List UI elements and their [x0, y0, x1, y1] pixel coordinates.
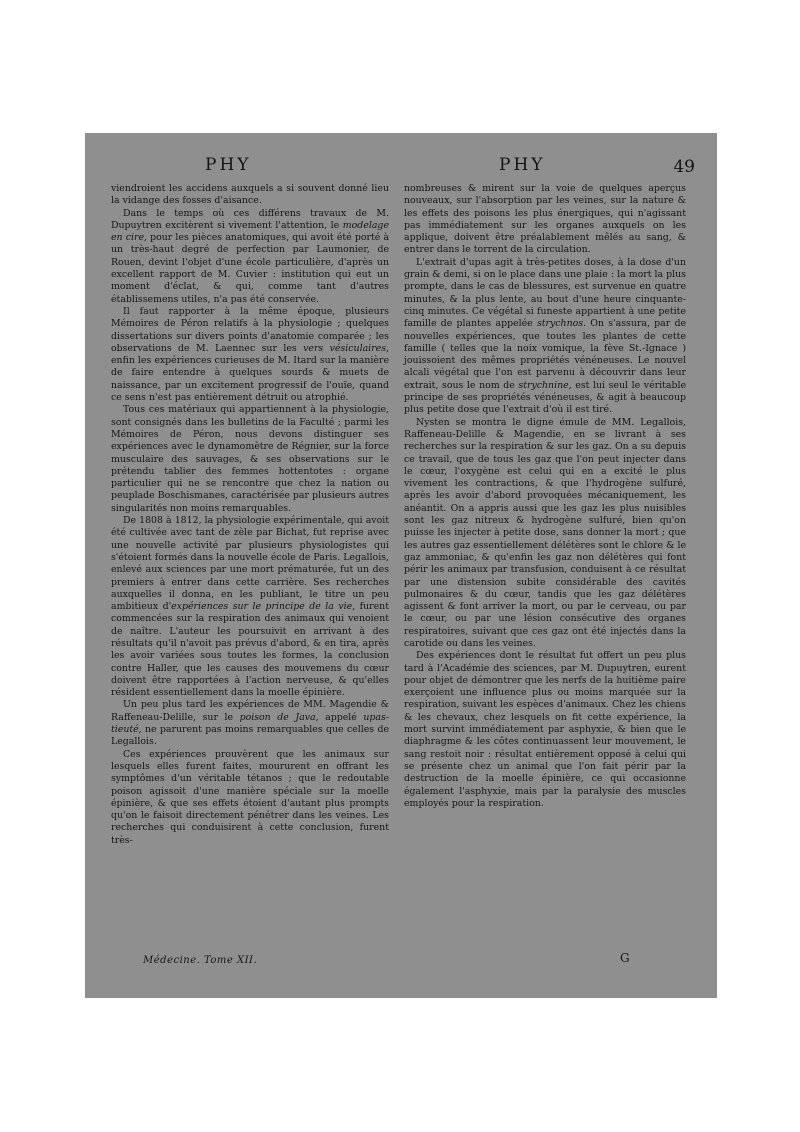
- running-head-left: PHY: [205, 155, 252, 175]
- paragraph: L'extrait d'upas agit à très-petites doses, à la dose d'un grain & demi, si on le place dans une plaie : la mort la plus prompte, dans le cas de blessures, est survenue en quatre minutes, & la plus lente, au bout d'une heure cinquante-cinq minutes. Ce végétal si funeste appartient à une petite famille de plantes appelée strychnos. On s'assura, par de nouvelles expériences, que toutes les plantes de cette famille ( telles que la noix vomique, la fève St.-Ignace ) jouissoient des mêmes propriétés vénéneuses. Le nouvel alcali végétal que l'on est parvenu à découvrir dans leur extrait, sous le nom de strychnine, est lui seul le véritable principe de ses propriétés vénéneuses, & agit à beaucoup plus petite dose que l'extrait d'où il est tiré.: [404, 256, 687, 416]
- signature-mark: G: [620, 951, 630, 965]
- page-number: 49: [673, 157, 695, 177]
- paragraph: Dans le temps où ces différens travaux de M. Dupuytren excitèrent si vivement l'attention, le modelage en cire, pour les pièces anatomiques, qui avoit été porté à un très-haut degré de perfection par Laumonier, de Rouen, devint l'objet d'une école particulière, d'après un excellent rapport de M. Cuvier : institution qui eut un moment d'éclat, & qui, comme tant d'autres établissemens utiles, n'a pas été conservée.: [111, 207, 389, 305]
- paragraph: viendroient les accidens auxquels a si souvent donné lieu la vidange des fosses d'aisance.: [111, 183, 389, 207]
- paragraph: De 1808 à 1812, la physiologie expérimentale, qui avoit été cultivée avec tant de zèle par Bichat, fut reprise avec une nouvelle activité par plusieurs physiologistes qui s'étoient formés dans la nouvelle école de Paris. Legallois, enlevé aux sciences par une mort prématurée, fut un des premiers à entrer dans cette carrière. Ses recherches auxquelles il donna, en les publiant, le titre un peu ambitieux d'expériences sur le principe de la vie, furent commencées sur la respiration des animaux qui venoient de naître. L'auteur les poursuivit en arrivant à des résultats qu'il n'avoit pas prévus d'abord, & en tira, après les avoir variées sous toutes les formes, la conclusion contre Haller, que les causes des mouvemens du cœur doivent être rapportées à l'action nerveuse, & qu'elles résident essentiellement dans la moelle épinière.: [111, 515, 389, 699]
- scanned-page: [85, 133, 717, 998]
- volume-footer: Médecine. Tome XII.: [143, 955, 258, 966]
- paragraph: Des expériences dont le résultat fut offert un peu plus tard à l'Académie des sciences, par M. Dupuytren, eurent pour objet de démontrer que les nerfs de la huitième paire exerçoient une influence plus ou moins marquée sur la respiration, suivant les espèces d'animaux. Chez les chiens & les chevaux, chez lesquels on fit cette expérience, la mort survint immédiatement par asphyxie, & bien que le diaphragme & les côtes continuassent leur mouvement, le sang restoit noir : résultat entièrement opposé à celui qui se présente chez un animal que l'on fait périr par la destruction de la moelle épinière, ce qui occasionne également l'asphyxie, mais par la paralysie des muscles employés pour la respiration.: [404, 650, 686, 809]
- paragraph: Nysten se montra le digne émule de MM. Legallois, Raffeneau-Delille & Magendie, en se livrant à ses recherches sur la respiration & sur les gaz. On a su depuis ce travail, que de tous les gaz que l'on peut injecter dans le cœur, l'oxygène est celui qui en a excité le plus vivement les contractions, & que l'hydrogène sulfuré, après les avoir d'abord provoquées mécaniquement, les anéantit. On a appris aussi que les gaz les plus nuisibles sont les gaz nitreux & hydrogène sulfuré, bien qu'on puisse les injecter à petite dose, sans donner la mort ; que les autres gaz essentiellement délétères sont le chlore & le gaz ammoniac, & qu'enfin les gaz non délétères qui font périr les animaux par transfusion, conduisent à ce résultat par une distension subite considérable des cavités pulmonaires & du cœur, tandis que les gaz délétères agissent & font arriver la mort, ou par le cerveau, ou par le cœur, ou par une lésion consécutive des organes respiratoires, suivant que ces gaz ont été injectés dans la carotide ou dans les veines.: [404, 416, 686, 649]
- running-header: [85, 155, 717, 179]
- running-head-right: PHY: [499, 155, 546, 175]
- paragraph: Tous ces matériaux qui appartiennent à la physiologie, sont consignés dans les bulletins de la Faculté ; parmi les Mémoires de Péron, nous devons distinguer ses expériences avec le dynamomètre de Régnier, sur la force musculaire des sauvages, & ses observations sur le prétendu tablier des femmes hottentotes : organe particulier qui ne se rencontre que chez la nation ou peuplade Boschismanes, caractérisée par plusieurs autres singularités non moins remarquables.: [111, 404, 389, 514]
- left-column: [111, 183, 389, 847]
- paragraph: Ces expériences prouvèrent que les animaux sur lesquels elles furent faites, moururent en offrant les symptômes d'un véritable tétanos ; que le redoutable poison agissoit d'une manière spéciale sur la moelle épinière, & que ses effets étoient d'autant plus prompts qu'on le faisoit directement pénétrer dans les veines. Les recherches qui conduisirent à cette conclusion, furent très-: [111, 748, 389, 846]
- right-column: [404, 183, 686, 810]
- paragraph: Il faut rapporter à la même époque, plusieurs Mémoires de Péron relatifs à la physiologie ; quelques dissertations sur divers points d'anatomie comparée ; les observations de M. Laennec sur les vers vésiculaires, enfin les expériences curieuses de M. Itard sur la manière de faire entendre à quelques sourds & muets de naissance, par un excitement progressif de l'ouïe, quand ce sens n'est pas entièrement détruit ou atrophié.: [111, 305, 389, 404]
- paragraph: Un peu plus tard les expériences de MM. Magendie & Raffeneau-Delille, sur le poison de Java, appelé upas-tieuté, ne parurent pas moins remarquables que celles de Legallois.: [111, 699, 389, 748]
- paragraph: nombreuses & mirent sur la voie de quelques aperçus nouveaux, sur l'absorption par les veines, sur la nature & les effets des poisons les plus énergiques, qui n'agissant pas immédiatement sur les organes auxquels on les applique, doivent être préalablement mêlés au sang, & entrer dans le torrent de la circulation.: [404, 183, 686, 256]
